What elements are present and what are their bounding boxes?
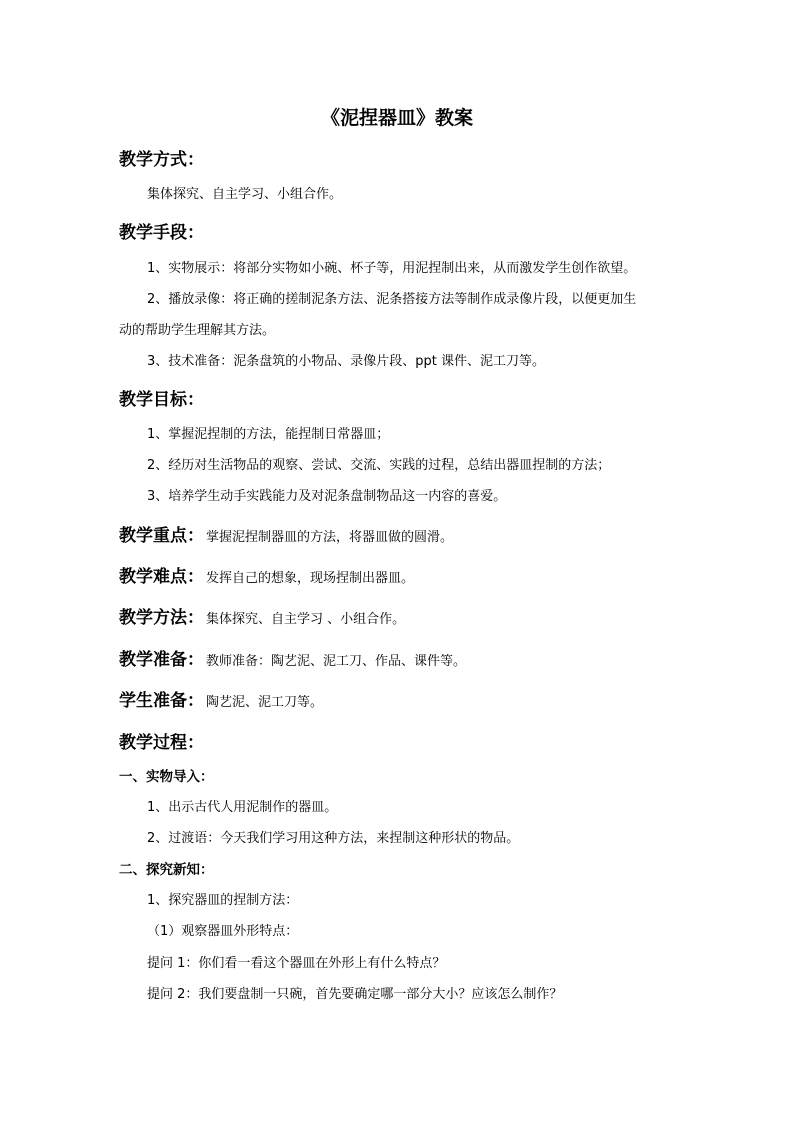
difficulty-row <box>119 566 414 590</box>
teaching-means-item: 3、技术准备：泥条盘筑的小物品、录像片段、ppt 课件、泥工刀等。 <box>147 354 546 369</box>
process-section2-item: 1、探究器皿的捏制方法： <box>147 893 299 908</box>
key-point-row <box>119 525 453 549</box>
teaching-goals-item: 2、经历对生活物品的观察、尝试、交流、实践的过程，总结出器皿捏制的方法； <box>147 458 611 473</box>
student-prep-row <box>119 690 323 714</box>
method-row <box>119 607 405 631</box>
student-prep-text: 陶艺泥、泥工刀等。 <box>206 695 324 710</box>
process-section2-item: （1）观察器皿外形特点： <box>147 924 299 939</box>
process-section2-item: 提问 2：我们要盘制一只碗，首先要确定哪一部分大小？应该怎么制作？ <box>147 987 563 1002</box>
process-section1-item: 1、出示古代人用泥制作的器皿。 <box>147 800 338 815</box>
process-heading: 教学过程： <box>119 733 204 753</box>
method-text: 集体探究、自主学习 、小组合作。 <box>206 612 406 627</box>
key-point-text: 掌握泥捏制器皿的方法，将器皿做的圆滑。 <box>206 530 454 545</box>
teaching-goals-heading: 教学目标： <box>119 390 204 410</box>
teaching-mode-text: 集体探究、自主学习、小组合作。 <box>147 187 343 202</box>
teaching-means-item: 2、播放录像：将正确的搓制泥条方法、泥条搭接方法等制作成录像片段，以便更加生 <box>147 292 637 307</box>
teaching-mode-heading: 教学方式： <box>119 150 204 170</box>
teacher-prep-row <box>119 649 466 673</box>
teaching-means-item: 1、实物展示：将部分实物如小碗、杯子等，用泥捏制出来，从而激发学生创作欲望。 <box>147 261 637 276</box>
process-section2-item: 提问 1：你们看一看这个器皿在外形上有什么特点？ <box>147 956 446 971</box>
teaching-goals-item: 1、掌握泥捏制的方法，能捏制日常器皿； <box>147 427 390 442</box>
method-heading: 教学方法： <box>119 608 204 628</box>
teaching-goals-item: 3、培养学生动手实践能力及对泥条盘制物品这一内容的喜爱。 <box>147 489 507 504</box>
teacher-prep-heading: 教学准备： <box>119 650 204 670</box>
teaching-means-item-continued: 动的帮助学生理解其方法。 <box>119 323 276 338</box>
difficulty-text: 发挥自己的想象，现场捏制出器皿。 <box>206 571 415 586</box>
document-title: 《泥捏器皿》教案 <box>320 107 473 129</box>
teaching-means-heading: 教学手段： <box>119 223 204 243</box>
key-point-heading: 教学重点： <box>119 526 204 546</box>
process-section2-heading: 二、探究新知： <box>119 862 214 878</box>
difficulty-heading: 教学难点： <box>119 567 204 587</box>
teacher-prep-text: 教师准备：陶艺泥、泥工刀、作品、课件等。 <box>206 654 467 669</box>
student-prep-heading: 学生准备： <box>119 691 204 711</box>
process-section1-item: 2、过渡语：今天我们学习用这种方法，来捏制这种形状的物品。 <box>147 831 520 846</box>
process-section1-heading: 一、实物导入： <box>119 769 214 785</box>
